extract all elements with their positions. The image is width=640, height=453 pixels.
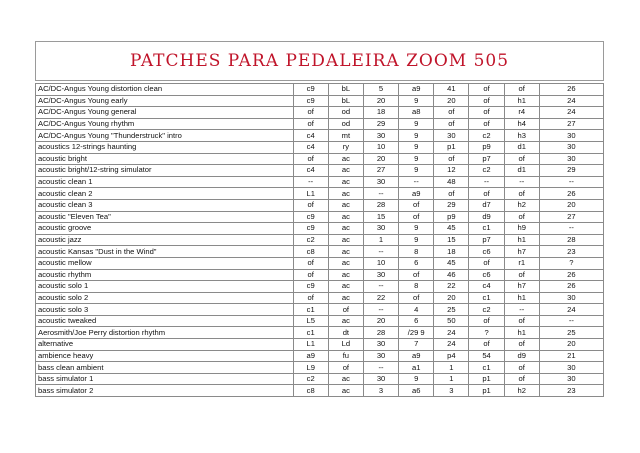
patch-value-cell: ac — [328, 373, 363, 385]
patch-value-cell: a9 — [399, 84, 434, 96]
patch-name-cell: acoustic "Eleven Tea" — [36, 211, 294, 223]
patch-value-cell: -- — [469, 176, 504, 188]
table-row — [36, 234, 604, 246]
patch-name-cell: acoustic clean 1 — [36, 176, 294, 188]
patch-value-cell: p9 — [434, 211, 469, 223]
patch-value-cell: of — [293, 153, 328, 165]
patch-value-cell: h7 — [504, 281, 539, 293]
patch-value-cell: L1 — [293, 188, 328, 200]
patch-value-cell: bL — [328, 84, 363, 96]
patch-value-cell: c4 — [293, 141, 328, 153]
patch-value-cell: ? — [469, 327, 504, 339]
patch-value-cell: 20 — [539, 199, 603, 211]
table-row — [36, 362, 604, 374]
patch-value-cell: 30 — [539, 130, 603, 142]
patch-value-cell: 29 — [539, 165, 603, 177]
patch-name-cell: alternative — [36, 339, 294, 351]
patch-value-cell: /29 9 — [399, 327, 434, 339]
patch-value-cell: 30 — [539, 292, 603, 304]
table-row — [36, 373, 604, 385]
table-row — [36, 269, 604, 281]
patch-value-cell: h1 — [504, 327, 539, 339]
patch-value-cell: of — [399, 211, 434, 223]
patch-value-cell: 15 — [434, 234, 469, 246]
patch-value-cell: -- — [363, 246, 398, 258]
patch-value-cell: 9 — [399, 118, 434, 130]
patch-value-cell: ac — [328, 315, 363, 327]
patch-name-cell: AC/DC-Angus Young "Thunderstruck" intro — [36, 130, 294, 142]
patch-value-cell: 4 — [399, 304, 434, 316]
patch-value-cell: of — [399, 269, 434, 281]
patch-value-cell: ac — [328, 246, 363, 258]
patch-value-cell: h2 — [504, 199, 539, 211]
patch-value-cell: of — [504, 373, 539, 385]
table-row — [36, 327, 604, 339]
patch-value-cell: ac — [328, 385, 363, 397]
patch-value-cell: dt — [328, 327, 363, 339]
patch-name-cell: acoustic bright — [36, 153, 294, 165]
table-row — [36, 292, 604, 304]
patch-value-cell: a9 — [293, 350, 328, 362]
patch-value-cell: 24 — [539, 304, 603, 316]
patch-value-cell: c8 — [293, 246, 328, 258]
patch-value-cell: c1 — [469, 292, 504, 304]
patch-value-cell: 24 — [434, 327, 469, 339]
patch-value-cell: 29 — [434, 199, 469, 211]
patch-value-cell: 29 — [363, 118, 398, 130]
patch-value-cell: c9 — [293, 211, 328, 223]
patch-value-cell: 30 — [539, 373, 603, 385]
table-row — [36, 304, 604, 316]
patch-value-cell: p1 — [469, 385, 504, 397]
patch-value-cell: h1 — [504, 95, 539, 107]
patch-value-cell: 9 — [399, 141, 434, 153]
patch-value-cell: ry — [328, 141, 363, 153]
patch-value-cell: 26 — [539, 84, 603, 96]
patch-value-cell: of — [504, 84, 539, 96]
patch-value-cell: of — [469, 339, 504, 351]
patch-name-cell: AC/DC-Angus Young distortion clean — [36, 84, 294, 96]
patch-name-cell: ambience heavy — [36, 350, 294, 362]
table-row — [36, 176, 604, 188]
patch-value-cell: 20 — [434, 95, 469, 107]
table-row — [36, 118, 604, 130]
patch-value-cell: 9 — [399, 373, 434, 385]
patch-value-cell: r1 — [504, 257, 539, 269]
patch-value-cell: c9 — [293, 95, 328, 107]
patch-value-cell: of — [434, 118, 469, 130]
patch-value-cell: 24 — [539, 107, 603, 119]
patch-value-cell: p4 — [434, 350, 469, 362]
patch-value-cell: of — [504, 269, 539, 281]
table-row — [36, 315, 604, 327]
patch-value-cell: 21 — [539, 350, 603, 362]
patch-value-cell: c2 — [469, 130, 504, 142]
table-row — [36, 223, 604, 235]
patch-value-cell: a6 — [399, 385, 434, 397]
patch-value-cell: c8 — [293, 385, 328, 397]
table-row — [36, 141, 604, 153]
table-row — [36, 385, 604, 397]
patch-value-cell: ac — [328, 257, 363, 269]
patch-value-cell: c1 — [293, 327, 328, 339]
patch-value-cell: a8 — [399, 107, 434, 119]
patch-value-cell: 22 — [363, 292, 398, 304]
patch-value-cell: 30 — [363, 130, 398, 142]
patch-value-cell: -- — [539, 176, 603, 188]
patch-value-cell: 27 — [539, 211, 603, 223]
patch-value-cell: 27 — [363, 165, 398, 177]
patch-value-cell: of — [504, 339, 539, 351]
patch-value-cell: 9 — [399, 153, 434, 165]
patch-value-cell: ac — [328, 188, 363, 200]
patch-name-cell: acoustic mellow — [36, 257, 294, 269]
patch-value-cell: 15 — [363, 211, 398, 223]
patch-value-cell: L1 — [293, 339, 328, 351]
patch-value-cell: -- — [539, 315, 603, 327]
patch-value-cell: 30 — [363, 339, 398, 351]
table-row — [36, 130, 604, 142]
patch-name-cell: acoustic groove — [36, 223, 294, 235]
patch-value-cell: of — [434, 188, 469, 200]
patch-value-cell: h1 — [504, 292, 539, 304]
patch-value-cell: d9 — [504, 350, 539, 362]
patch-value-cell: of — [399, 199, 434, 211]
patch-value-cell: 28 — [363, 327, 398, 339]
patch-value-cell: 10 — [363, 257, 398, 269]
patch-value-cell: c1 — [293, 304, 328, 316]
patch-value-cell: -- — [363, 362, 398, 374]
table-row — [36, 257, 604, 269]
patch-value-cell: 23 — [539, 385, 603, 397]
patch-value-cell: 1 — [434, 362, 469, 374]
patch-value-cell: of — [293, 269, 328, 281]
patch-value-cell: -- — [293, 176, 328, 188]
patch-value-cell: of — [293, 257, 328, 269]
patch-value-cell: of — [293, 292, 328, 304]
patch-value-cell: 46 — [434, 269, 469, 281]
patch-value-cell: c6 — [469, 269, 504, 281]
patch-value-cell: -- — [363, 304, 398, 316]
patch-value-cell: h1 — [504, 234, 539, 246]
patch-name-cell: acoustic clean 3 — [36, 199, 294, 211]
patch-value-cell: of — [328, 362, 363, 374]
table-row — [36, 339, 604, 351]
patch-value-cell: ac — [328, 223, 363, 235]
patch-value-cell: h4 — [504, 118, 539, 130]
table-row — [36, 281, 604, 293]
patch-value-cell: c6 — [469, 246, 504, 258]
patches-table — [35, 83, 604, 397]
patch-value-cell: 3 — [363, 385, 398, 397]
patch-value-cell: -- — [539, 223, 603, 235]
patch-value-cell: of — [328, 304, 363, 316]
table-row — [36, 165, 604, 177]
patch-value-cell: of — [504, 211, 539, 223]
patch-value-cell: p1 — [434, 141, 469, 153]
patch-value-cell: 20 — [363, 315, 398, 327]
patch-value-cell: 20 — [539, 339, 603, 351]
patch-value-cell: 1 — [434, 373, 469, 385]
patch-value-cell: 26 — [539, 281, 603, 293]
table-row — [36, 211, 604, 223]
table-row — [36, 199, 604, 211]
table-row — [36, 84, 604, 96]
patch-value-cell: of — [399, 292, 434, 304]
patch-name-cell: AC/DC-Angus Young general — [36, 107, 294, 119]
patch-value-cell: of — [469, 107, 504, 119]
patch-name-cell: AC/DC-Angus Young rhythm — [36, 118, 294, 130]
patch-value-cell: 1 — [363, 234, 398, 246]
patch-value-cell: a9 — [399, 350, 434, 362]
patch-value-cell: of — [434, 153, 469, 165]
patch-value-cell: of — [504, 315, 539, 327]
patch-value-cell: 24 — [434, 339, 469, 351]
patch-value-cell: ac — [328, 292, 363, 304]
patch-name-cell: acoustic bright/12-string simulator — [36, 165, 294, 177]
patch-value-cell: -- — [504, 304, 539, 316]
patch-name-cell: acoustic clean 2 — [36, 188, 294, 200]
patch-name-cell: acoustic solo 2 — [36, 292, 294, 304]
patch-value-cell: h9 — [504, 223, 539, 235]
patch-value-cell: fu — [328, 350, 363, 362]
document-title: PATCHES PARA PEDALEIRA ZOOM 505 — [129, 51, 510, 71]
patch-value-cell: of — [293, 118, 328, 130]
patch-value-cell: d1 — [504, 141, 539, 153]
patch-name-cell: acoustic tweaked — [36, 315, 294, 327]
document-title-box — [35, 41, 604, 81]
patch-value-cell: p7 — [469, 153, 504, 165]
patch-value-cell: -- — [399, 176, 434, 188]
patch-value-cell: of — [469, 315, 504, 327]
patch-value-cell: 30 — [539, 153, 603, 165]
patch-value-cell: of — [469, 118, 504, 130]
table-row — [36, 246, 604, 258]
patch-value-cell: 8 — [399, 281, 434, 293]
table-row — [36, 95, 604, 107]
patch-value-cell: -- — [504, 176, 539, 188]
patch-value-cell: of — [469, 84, 504, 96]
patch-value-cell: c9 — [293, 84, 328, 96]
patch-value-cell: L9 — [293, 362, 328, 374]
patch-name-cell: acoustic rhythm — [36, 269, 294, 281]
patch-value-cell: od — [328, 118, 363, 130]
patch-value-cell: h2 — [504, 385, 539, 397]
patch-value-cell: c9 — [293, 223, 328, 235]
patch-value-cell: a9 — [399, 188, 434, 200]
patch-value-cell: 25 — [539, 327, 603, 339]
patch-value-cell: 45 — [434, 223, 469, 235]
patch-value-cell: of — [469, 188, 504, 200]
patch-value-cell: 30 — [539, 362, 603, 374]
patch-value-cell: 30 — [363, 269, 398, 281]
patch-value-cell: of — [293, 107, 328, 119]
patch-value-cell: c4 — [293, 130, 328, 142]
patch-value-cell: -- — [363, 281, 398, 293]
patch-value-cell: 10 — [363, 141, 398, 153]
patch-value-cell: 27 — [539, 118, 603, 130]
patch-value-cell: ac — [328, 176, 363, 188]
patch-value-cell: c1 — [469, 362, 504, 374]
patch-value-cell: 20 — [363, 153, 398, 165]
patch-name-cell: acoustic solo 1 — [36, 281, 294, 293]
table-row — [36, 188, 604, 200]
patch-value-cell: ac — [328, 165, 363, 177]
patch-value-cell: ac — [328, 269, 363, 281]
patch-value-cell: of — [504, 188, 539, 200]
patch-value-cell: of — [504, 362, 539, 374]
patch-value-cell: 9 — [399, 130, 434, 142]
patch-value-cell: mt — [328, 130, 363, 142]
patch-value-cell: 9 — [399, 165, 434, 177]
patch-value-cell: h7 — [504, 246, 539, 258]
patch-value-cell: ac — [328, 153, 363, 165]
patch-value-cell: ac — [328, 211, 363, 223]
patch-value-cell: d1 — [504, 165, 539, 177]
patch-value-cell: c2 — [469, 165, 504, 177]
table-row — [36, 153, 604, 165]
patch-value-cell: 22 — [434, 281, 469, 293]
patch-name-cell: bass simulator 1 — [36, 373, 294, 385]
patch-value-cell: 18 — [434, 246, 469, 258]
patch-value-cell: of — [469, 95, 504, 107]
patch-value-cell: 30 — [363, 223, 398, 235]
patch-value-cell: 8 — [399, 246, 434, 258]
patch-value-cell: 26 — [539, 188, 603, 200]
patch-value-cell: 12 — [434, 165, 469, 177]
patch-value-cell: 50 — [434, 315, 469, 327]
patch-value-cell: c1 — [469, 223, 504, 235]
patch-value-cell: 20 — [363, 95, 398, 107]
patch-value-cell: 28 — [363, 199, 398, 211]
patch-value-cell: 7 — [399, 339, 434, 351]
patch-name-cell: AC/DC-Angus Young early — [36, 95, 294, 107]
patch-value-cell: ? — [539, 257, 603, 269]
patch-value-cell: c4 — [293, 165, 328, 177]
patch-value-cell: 26 — [539, 269, 603, 281]
patch-value-cell: d7 — [469, 199, 504, 211]
patch-value-cell: c4 — [469, 281, 504, 293]
patch-value-cell: 54 — [469, 350, 504, 362]
patch-value-cell: 5 — [363, 84, 398, 96]
patch-value-cell: 3 — [434, 385, 469, 397]
patch-name-cell: bass simulator 2 — [36, 385, 294, 397]
table-row — [36, 350, 604, 362]
patch-value-cell: of — [293, 199, 328, 211]
patch-value-cell: 30 — [363, 350, 398, 362]
patch-value-cell: d9 — [469, 211, 504, 223]
patch-value-cell: bL — [328, 95, 363, 107]
patch-value-cell: c2 — [293, 234, 328, 246]
patch-value-cell: 6 — [399, 257, 434, 269]
patch-value-cell: 9 — [399, 223, 434, 235]
patch-value-cell: r4 — [504, 107, 539, 119]
patch-value-cell: of — [434, 107, 469, 119]
patch-value-cell: 48 — [434, 176, 469, 188]
patch-value-cell: -- — [363, 188, 398, 200]
patch-value-cell: L5 — [293, 315, 328, 327]
patch-value-cell: c2 — [293, 373, 328, 385]
patch-value-cell: a1 — [399, 362, 434, 374]
patch-name-cell: acoustic Kansas "Dust in the Wind" — [36, 246, 294, 258]
patch-name-cell: bass clean ambient — [36, 362, 294, 374]
patch-value-cell: p1 — [469, 373, 504, 385]
patch-value-cell: od — [328, 107, 363, 119]
patch-name-cell: Aerosmith/Joe Perry distortion rhythm — [36, 327, 294, 339]
patch-name-cell: acoustic solo 3 — [36, 304, 294, 316]
patch-value-cell: p7 — [469, 234, 504, 246]
patch-value-cell: 28 — [539, 234, 603, 246]
patch-value-cell: 9 — [399, 95, 434, 107]
patch-value-cell: 20 — [434, 292, 469, 304]
patch-value-cell: 30 — [434, 130, 469, 142]
patch-value-cell: 23 — [539, 246, 603, 258]
patches-table-body — [36, 84, 604, 397]
patch-value-cell: h3 — [504, 130, 539, 142]
patch-value-cell: 9 — [399, 234, 434, 246]
patch-value-cell: c2 — [469, 304, 504, 316]
patch-value-cell: ac — [328, 199, 363, 211]
patch-value-cell: 45 — [434, 257, 469, 269]
patch-value-cell: of — [469, 257, 504, 269]
patch-value-cell: c9 — [293, 281, 328, 293]
patch-value-cell: p9 — [469, 141, 504, 153]
patch-value-cell: 24 — [539, 95, 603, 107]
patch-name-cell: acoustics 12-strings haunting — [36, 141, 294, 153]
patch-value-cell: 18 — [363, 107, 398, 119]
patch-value-cell: 41 — [434, 84, 469, 96]
patch-value-cell: 30 — [363, 176, 398, 188]
patch-value-cell: 6 — [399, 315, 434, 327]
patch-value-cell: ac — [328, 234, 363, 246]
patch-value-cell: ac — [328, 281, 363, 293]
patch-value-cell: 30 — [363, 373, 398, 385]
patch-name-cell: acoustic jazz — [36, 234, 294, 246]
patch-value-cell: 30 — [539, 141, 603, 153]
patch-value-cell: Ld — [328, 339, 363, 351]
table-row — [36, 107, 604, 119]
patch-value-cell: of — [504, 153, 539, 165]
patch-value-cell: 25 — [434, 304, 469, 316]
